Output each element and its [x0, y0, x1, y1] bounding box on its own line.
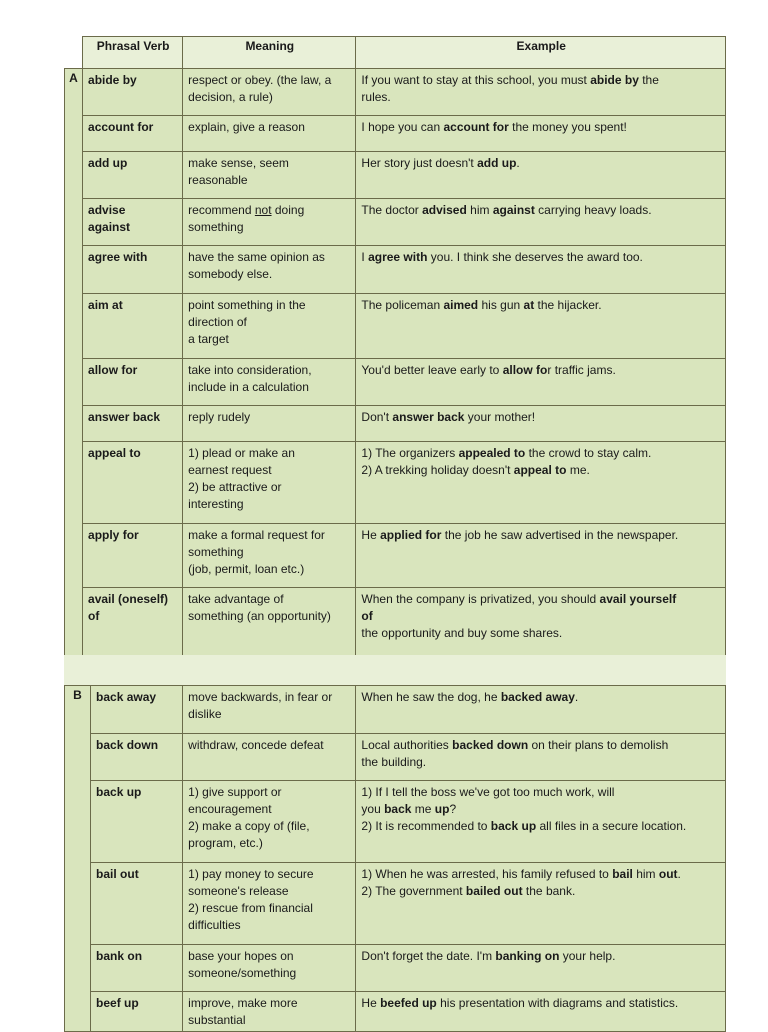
meaning-cell: respect or obey. (the law, a decision, a rule): [183, 69, 356, 116]
text-segment: I hope you can: [361, 120, 444, 134]
phrasal-verb-cell: beef up: [91, 992, 183, 1032]
table-row: [65, 588, 726, 659]
meaning-cell: reply rudely: [183, 406, 356, 442]
phrasal-verb-table-b: [64, 685, 726, 1032]
phrasal-verb-cell: answer back: [83, 406, 183, 442]
meaning-cell: base your hopes on someone/something: [183, 945, 356, 992]
emphasis-text: allow fo: [502, 363, 548, 377]
phrasal-verb-cell: aim at: [83, 294, 183, 359]
text-segment: .: [574, 690, 579, 704]
text-segment: the crowd to stay calm. 2) A trekking holiday doesn't: [361, 446, 652, 477]
text-segment: the job he saw advertised in the newspaper.: [441, 528, 679, 542]
text-segment: your help.: [559, 949, 616, 963]
emphasis-text: against: [492, 203, 535, 217]
text-segment: The doctor: [361, 203, 423, 217]
table-row: [65, 246, 726, 294]
section-letter: B: [65, 686, 91, 1032]
example-cell: [356, 359, 726, 406]
emphasis-text: appeal to: [513, 463, 567, 477]
phrasal-verb-cell: add up: [83, 152, 183, 199]
phrasal-verb-cell: bank on: [91, 945, 183, 992]
phrasal-verb-cell: advise against: [83, 199, 183, 246]
phrasal-verb-cell: abide by: [83, 69, 183, 116]
table-row: [65, 406, 726, 442]
text-segment: Don't: [361, 410, 393, 424]
text-segment: the money you spent!: [508, 120, 627, 134]
text-segment: When he saw the dog, he: [361, 690, 501, 704]
meaning-cell: 1) plead or make an earnest request 2) be attractive or interesting: [183, 442, 356, 524]
section-gap: [64, 655, 726, 685]
phrasal-verb-cell: agree with: [83, 246, 183, 294]
phrasal-verb-cell: avail (oneself) of: [83, 588, 183, 659]
text-segment: the rules.: [361, 73, 659, 104]
phrasal-verb-cell: apply for: [83, 524, 183, 588]
phrasal-verb-cell: bail out: [91, 863, 183, 945]
table-row: [65, 524, 726, 588]
example-cell: [356, 863, 726, 945]
example-cell: [356, 406, 726, 442]
meaning-cell: explain, give a reason: [183, 116, 356, 152]
text-segment: the hijacker.: [534, 298, 602, 312]
emphasis-text: back: [384, 802, 412, 816]
example-cell: [356, 442, 726, 524]
table-row: [65, 116, 726, 152]
emphasis-text: answer back: [392, 410, 465, 424]
emphasis-text: at: [523, 298, 535, 312]
meaning-cell: 1) give support or encouragement 2) make a copy of (file, program, etc.): [183, 781, 356, 863]
text-segment: me: [411, 802, 435, 816]
emphasis-text: bailed out: [465, 884, 523, 898]
meaning-cell: take into consideration, include in a calculation: [183, 359, 356, 406]
meaning-cell: [183, 199, 356, 246]
text-segment: you. I think she deserves the award too.: [427, 250, 643, 264]
phrasal-verb-table-a: [64, 36, 726, 659]
header-example: Example: [356, 37, 726, 69]
text-segment: me.: [566, 463, 590, 477]
text-segment: I: [361, 250, 369, 264]
text-segment: his gun: [478, 298, 524, 312]
phrasal-verb-cell: back up: [91, 781, 183, 863]
text-segment: the opportunity and buy some shares.: [361, 626, 563, 640]
emphasis-text: account for: [443, 120, 509, 134]
text-segment: all files in a secure location.: [536, 819, 687, 833]
example-cell: [356, 294, 726, 359]
example-cell: [356, 246, 726, 294]
example-cell: [356, 524, 726, 588]
meaning-cell: make a formal request for something (job, permit, loan etc.): [183, 524, 356, 588]
example-cell: [356, 945, 726, 992]
emphasis-text: bail: [612, 867, 633, 881]
meaning-cell: have the same opinion as somebody else.: [183, 246, 356, 294]
meaning-cell: take advantage of something (an opportunity): [183, 588, 356, 659]
emphasis-text: agree with: [368, 250, 428, 264]
example-cell: [356, 116, 726, 152]
text-segment: doing something: [188, 203, 305, 234]
text-segment: Local authorities: [361, 738, 453, 752]
emphasis-text: backed away: [500, 690, 575, 704]
example-cell: [356, 992, 726, 1032]
emphasis-text: up: [434, 802, 450, 816]
text-segment: 1) The organizers: [361, 446, 459, 460]
text-segment: 1) When he was arrested, his family refused to: [361, 867, 613, 881]
text-segment: The policeman: [361, 298, 444, 312]
text-segment: He: [361, 996, 381, 1010]
example-cell: [356, 686, 726, 734]
table-row: [65, 152, 726, 199]
text-segment: the bank.: [522, 884, 576, 898]
text-segment: ? 2) It is recommended to: [361, 802, 488, 833]
emphasis-text: abide by: [590, 73, 639, 87]
table-row: [65, 781, 726, 863]
phrasal-verb-cell: account for: [83, 116, 183, 152]
emphasis-text: add up: [477, 156, 517, 170]
meaning-cell: withdraw, concede defeat: [183, 734, 356, 781]
text-segment: Her story just doesn't: [361, 156, 478, 170]
text-segment: him: [632, 867, 659, 881]
text-segment: He: [361, 528, 381, 542]
meaning-cell: move backwards, in fear or dislike: [183, 686, 356, 734]
text-segment: 1) If I tell the boss we've got too much work, will you: [361, 785, 615, 816]
meaning-cell: improve, make more substantial: [183, 992, 356, 1032]
example-cell: [356, 588, 726, 659]
text-segment: your mother!: [464, 410, 536, 424]
emphasis-text: beefed up: [380, 996, 437, 1010]
header-phrasal-verb: Phrasal Verb: [83, 37, 183, 69]
emphasis-text: avail yourself of: [361, 592, 677, 623]
section-letter: A: [65, 69, 83, 659]
table-row: [65, 734, 726, 781]
emphasis-text: advised: [422, 203, 467, 217]
text-segment: .: [516, 156, 520, 170]
header-meaning: Meaning: [183, 37, 356, 69]
example-cell: [356, 152, 726, 199]
emphasis-text: aimed: [443, 298, 479, 312]
text-segment: recommend: [188, 203, 255, 217]
phrasal-verb-cell: back away: [91, 686, 183, 734]
text-segment: You'd better leave early to: [361, 363, 503, 377]
text-segment: r traffic jams.: [547, 363, 616, 377]
phrasal-verb-cell: back down: [91, 734, 183, 781]
table-row: [65, 442, 726, 524]
emphasis-text: back up: [490, 819, 537, 833]
emphasis-text: applied for: [380, 528, 442, 542]
table-row: [65, 199, 726, 246]
text-segment: If you want to stay at this school, you must: [361, 73, 591, 87]
emphasis-text: backed down: [452, 738, 529, 752]
header-row: [65, 37, 726, 69]
table-row: [65, 863, 726, 945]
text-segment: . 2) The government: [361, 867, 681, 898]
emphasis-text: not: [254, 203, 272, 217]
text-segment: him: [466, 203, 493, 217]
table-row: [65, 294, 726, 359]
emphasis-text: out: [658, 867, 678, 881]
table-row: [65, 359, 726, 406]
example-cell: [356, 69, 726, 116]
table-row: [65, 945, 726, 992]
example-cell: [356, 781, 726, 863]
table-row: [65, 69, 726, 116]
emphasis-text: banking on: [495, 949, 560, 963]
text-segment: on their plans to demolish the building.: [361, 738, 669, 769]
meaning-cell: point something in the direction of a target: [183, 294, 356, 359]
text-segment: carrying heavy loads.: [534, 203, 652, 217]
example-cell: [356, 199, 726, 246]
meaning-cell: 1) pay money to secure someone's release 2) rescue from financial difficulties: [183, 863, 356, 945]
text-segment: When the company is privatized, you should: [361, 592, 600, 606]
phrasal-verb-cell: allow for: [83, 359, 183, 406]
phrasal-verb-cell: appeal to: [83, 442, 183, 524]
example-cell: [356, 734, 726, 781]
text-segment: Don't forget the date. I'm: [361, 949, 496, 963]
table-row: [65, 686, 726, 734]
table-row: [65, 992, 726, 1032]
header-blank-cell: [65, 37, 83, 69]
text-segment: his presentation with diagrams and statistics.: [436, 996, 679, 1010]
emphasis-text: appealed to: [458, 446, 526, 460]
meaning-cell: make sense, seem reasonable: [183, 152, 356, 199]
